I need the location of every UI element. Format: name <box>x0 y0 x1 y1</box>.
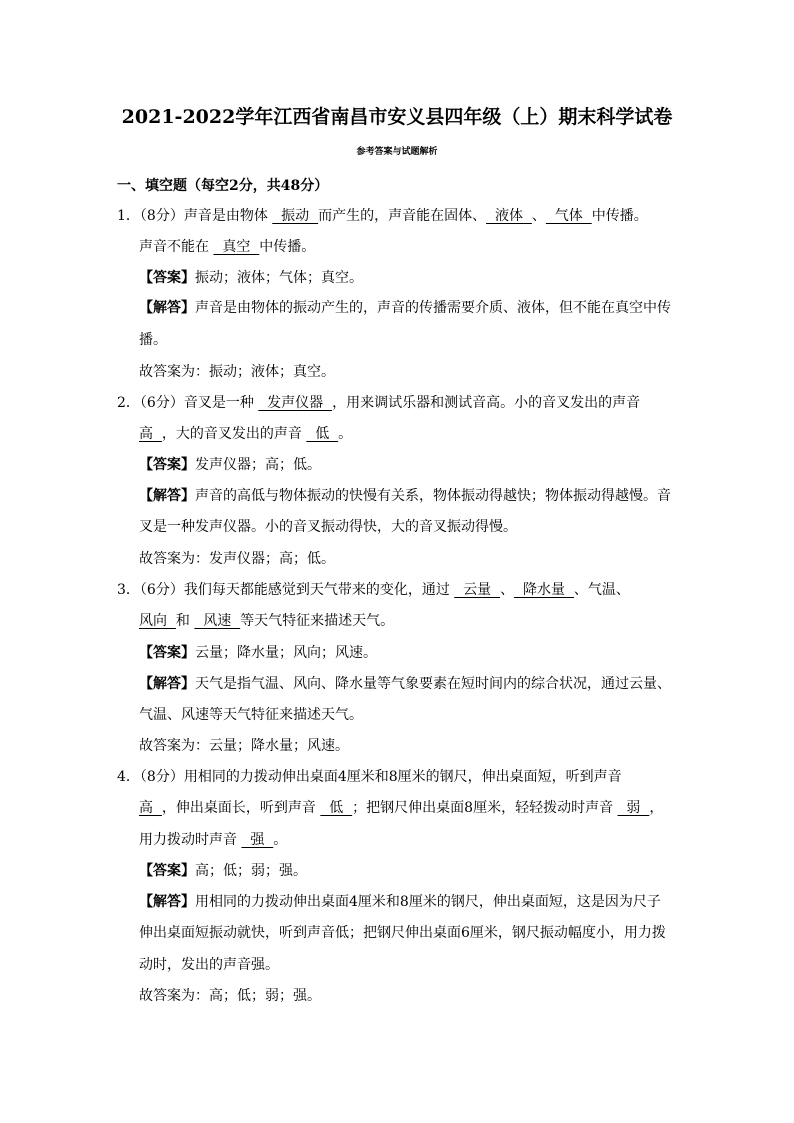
q3-line-1: 3．（6分）我们每天都能感觉到天气带来的变化，通过 云量 、 降水量 、气温、 <box>117 582 630 598</box>
q3-blank-4: 风速 <box>194 613 241 629</box>
q1-blank-3: 气体 <box>545 208 592 224</box>
q2-blank-1: 发声仪器 <box>258 395 333 411</box>
q2-blank-3: 低 <box>306 426 339 442</box>
document-subtitle: 参考答案与试题解析 <box>356 147 438 157</box>
q1-analysis-cont: 播。 <box>139 332 167 348</box>
q4-blank-1: 高 <box>139 800 162 816</box>
q4-blank-3: 弱 <box>617 800 650 816</box>
q2-final-answer: 故答案为：发声仪器；高；低。 <box>139 551 335 567</box>
q2-line-1: 2．（6分）音叉是一种 发声仪器 ，用来调试乐器和测试音高。小的音叉发出的声音 <box>117 395 641 411</box>
q2-answer: 【答案】发声仪器；高；低。 <box>139 457 321 473</box>
q2-analysis-cont: 叉是一种发声仪器。小的音叉振动得快，大的音叉振动得慢。 <box>139 519 517 535</box>
q2-line-2: 高 ，大的音叉发出的声音 低 。 <box>139 426 353 442</box>
q2-blank-2: 高 <box>139 426 162 442</box>
q1-blank-1: 振动 <box>272 208 319 224</box>
q1-blank-2: 液体 <box>486 208 532 224</box>
q3-line-2: 风向 和 风速 等天气特征来描述天气。 <box>139 613 395 629</box>
q3-final-answer: 故答案为：云量；降水量；风速。 <box>139 738 349 754</box>
q4-analysis-cont-2: 动时，发出的声音强。 <box>139 957 279 973</box>
q4-line-1: 4．（8分）用相同的力拨动伸出桌面4厘米和8厘米的钢尺，伸出桌面短，听到声音 <box>117 769 622 785</box>
q1-analysis: 【解答】声音是由物体的振动产生的，声音的传播需要介质、液体，但不能在真空中传 <box>139 300 671 316</box>
q3-blank-1: 云量 <box>454 582 501 598</box>
document-title: 2021-2022学年江西省南昌市安义县四年级（上）期末科学试卷 <box>121 106 673 128</box>
q1-final-answer: 故答案为：振动；液体；真空。 <box>139 364 335 380</box>
q3-analysis: 【解答】天气是指气温、风向、降水量等气象要素在短时间内的综合状况，通过云量、 <box>139 676 671 692</box>
q3-answer: 【答案】云量；降水量；风向；风速。 <box>139 645 377 661</box>
section-heading: 一、填空题（每空2分，共48分） <box>117 178 329 194</box>
q4-blank-2: 低 <box>320 800 353 816</box>
q4-line-3: 用力拨动时声音 强 。 <box>139 832 288 848</box>
q3-blank-2: 降水量 <box>514 582 574 598</box>
q3-blank-3: 风向 <box>139 613 176 629</box>
q1-line-1: 1．（8分）声音是由物体 振动 而产生的，声音能在固体、 液体 、 气体 中传播。 <box>117 208 648 224</box>
q1-answer: 【答案】振动；液体；气体；真空。 <box>139 270 363 286</box>
q2-analysis: 【解答】声音的高低与物体振动的快慢有关系，物体振动得越快；物体振动得越慢。音 <box>139 488 671 504</box>
q4-blank-4: 强 <box>241 832 274 848</box>
q4-analysis: 【解答】用相同的力拨动伸出桌面4厘米和8厘米的钢尺，伸出桌面短，这是因为尺子 <box>139 894 661 910</box>
q4-line-2: 高 ，伸出桌面长，听到声音 低 ；把钢尺伸出桌面8厘米，轻轻拨动时声音 弱 ， <box>139 800 664 816</box>
q1-blank-4: 真空 <box>213 239 260 255</box>
q3-analysis-cont: 气温、风速等天气特征来描述天气。 <box>139 707 363 723</box>
q1-line-2: 声音不能在 真空 中传播。 <box>139 239 316 255</box>
q4-analysis-cont-1: 伸出桌面短振动就快，听到声音低；把钢尺伸出桌面6厘米，钢尺振动幅度小，用力拨 <box>139 925 666 941</box>
q4-answer: 【答案】高；低；弱；强。 <box>139 863 307 879</box>
q4-final-answer: 故答案为：高；低；弱；强。 <box>139 988 321 1004</box>
